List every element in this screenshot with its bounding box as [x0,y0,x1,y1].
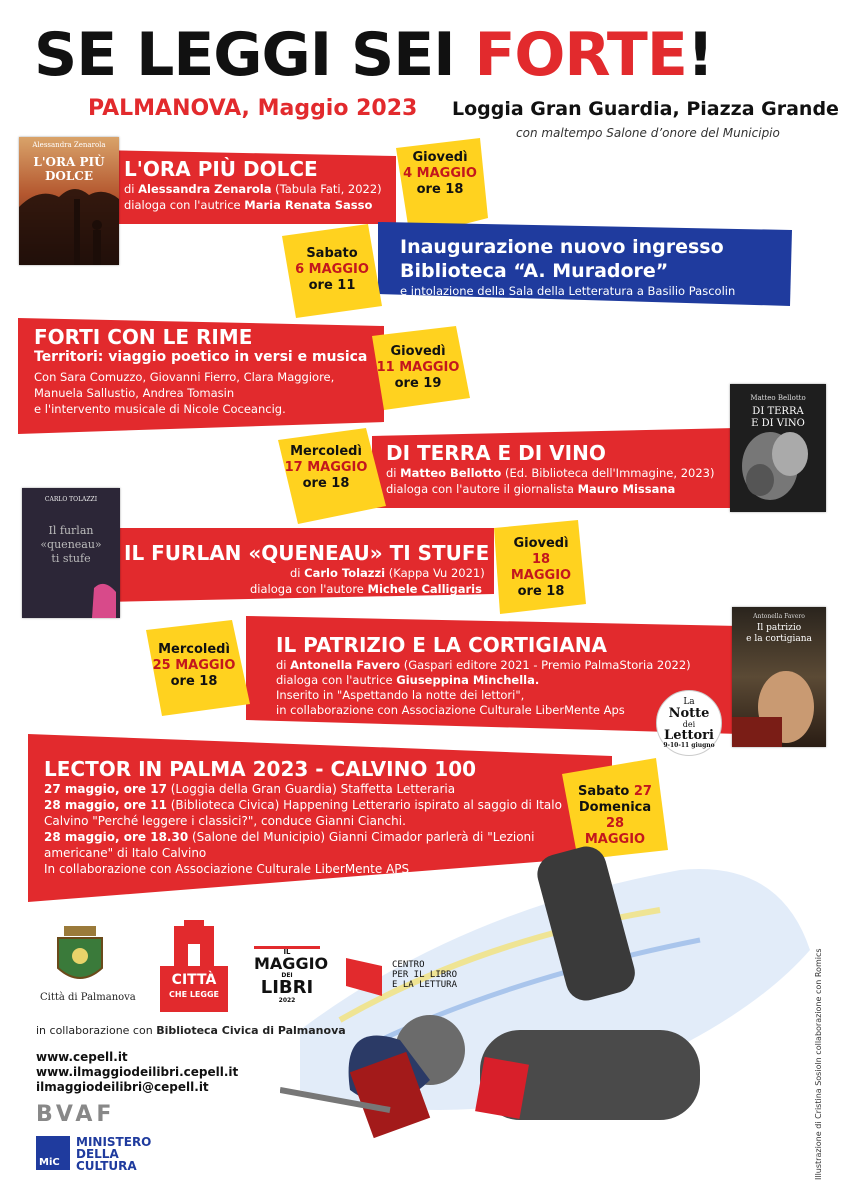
poster-title [34,20,824,90]
event-line: in collaborazione con Associazione Culturale LiberMente Aps [276,703,625,717]
event-title: L'ORA PIÙ DOLCE [124,157,318,181]
event-line: Con Sara Comuzzo, Giovanni Fierro, Clara Maggiore, [34,370,335,384]
ministero-cultura-logo: MiC MINISTERO DELLA CULTURA [36,1136,176,1176]
title-accent: FORTE [474,20,687,90]
event-dialogue-line: dialoga con l'autrice Maria Renata Sasso [124,198,373,212]
event-description: e intolazione della Sala della Letteratura a Basilio Pascolin [400,284,736,298]
book-cover-il-furlan-queneau: CARLO TOLAZZI Il furlan «queneau» ti stufe [22,488,120,618]
citta-che-legge-logo: CITTÀ CHE LEGGE [160,920,228,1012]
event-date: Giovedì 18 MAGGIO ore 18 [510,536,572,599]
event-title: LECTOR IN PALMA 2023 - CALVINO 100 [44,757,477,781]
cepell-link[interactable]: www.cepell.it [36,1050,128,1064]
event-author-line: di Carlo Tolazzi (Kappa Vu 2021) [290,566,485,580]
event-line: 28 maggio, ore 18.30 (Salone del Municipio) Gianni Cimador parlerà di "Lezioni [44,830,535,844]
event-author-line: di Antonella Favero (Gaspari editore 2021 - Premio PalmaStoria 2022) [276,658,691,672]
event-date: Mercoledì 17 MAGGIO ore 18 [284,444,368,491]
event-dialogue-line: dialoga con l'autore Michele Calligaris [250,582,482,596]
event-date: Sabato 27 Domenica 28 MAGGIO [578,784,652,847]
book-cover-di-terra-e-di-vino: Matteo Bellotto DI TERRA E DI VINO [730,384,826,512]
book-cover-patrizio: Antonella Favero Il patrizio e la cortigiana [732,607,826,747]
event-line: In collaborazione con Associazione Culturale LiberMente APS [44,862,410,876]
maggio-libri-link[interactable]: www.ilmaggiodeilibri.cepell.it [36,1065,239,1079]
city-date: PALMANOVA, Maggio 2023 [88,96,418,121]
knight-illustration [280,830,820,1180]
flag-icon [344,956,384,1000]
maggio-dei-libri-logo: IL MAGGIO DEI LIBRI 2022 [254,948,329,1004]
event-date: Giovedì 4 MAGGIO ore 18 [403,150,477,197]
event-title: IL FURLAN «QUENEAU» TI STUFE [124,541,490,565]
event-date: Sabato 6 MAGGIO ore 11 [295,246,369,293]
event-date: Giovedì 11 MAGGIO ore 19 [376,344,460,391]
notte-dei-lettori-badge: La Notte dei Lettori 9-10-11 giugno [656,690,722,756]
illustration-credit: Illustrazione di Cristina Sosioln collaborazione con Romics [814,948,823,1180]
event-line: Calvino "Perché leggere i classici?", conduce Gianni Cianchi. [44,814,406,828]
title-main: SE LEGGI SEI [34,20,475,90]
event-title: FORTI CON LE RIME [34,325,253,349]
event-line: americane" di Italo Calvino [44,846,207,860]
coat-of-arms-icon [48,926,112,990]
title-end: ! [686,20,714,90]
event-author-line: di Alessandra Zenarola (Tabula Fati, 2022) [124,182,382,196]
bvaf-logo: BVAF [36,1102,116,1127]
event-line: Inserito in "Aspettando la notte dei lettori", [276,688,525,702]
event-line: e l'intervento musicale di Nicole Coceancig. [34,402,286,416]
event-title-line2: Biblioteca “A. Muradore” [400,260,669,282]
palmanova-coat-of-arms: Città di Palmanova [48,926,112,1006]
event-forti-con-le-rime [0,316,842,436]
event-line: Manuela Sallustio, Andrea Tomasin [34,386,235,400]
venue: Loggia Gran Guardia, Piazza Grande [452,98,839,120]
bad-weather-note: con maltempo Salone d’onore del Municipio [516,126,780,140]
event-di-terra-e-di-vino [0,424,842,524]
event-title: DI TERRA E DI VINO [386,441,606,465]
email-link[interactable]: ilmaggiodeilibri@cepell.it [36,1080,209,1094]
event-dialogue-line: dialoga con l'autore il giornalista Mauro Missana [386,482,676,496]
event-line: 27 maggio, ore 17 (Loggia della Gran Guardia) Staffetta Letteraria [44,782,456,796]
event-title: IL PATRIZIO E LA CORTIGIANA [276,633,607,657]
book-cover-ora-piu-dolce: Alessandra Zenarola L'ORA PIÙ DOLCE [19,137,119,265]
woman-portrait-icon [22,488,120,618]
sculpture-photo-icon [730,384,826,512]
event-date: Mercoledì 25 MAGGIO ore 18 [152,642,236,689]
event-dialogue-line: dialoga con l'autrice Giuseppina Minchella. [276,673,540,687]
event-author-line: di Matteo Bellotto (Ed. Biblioteca dell'Immagine, 2023) [386,466,715,480]
building-icon [160,920,228,966]
centro-libro-lettura-logo: CENTRO PER IL LIBRO E LA LETTURA [344,956,484,1000]
event-inaugurazione [0,222,842,318]
event-il-furlan-queneau [0,520,842,620]
event-subtitle: Territori: viaggio poetico in versi e musica [34,349,368,365]
event-title-line1: Inaugurazione nuovo ingresso [400,236,724,258]
event-line: 28 maggio, ore 11 (Biblioteca Civica) Happening Letterario ispirato al saggio di Italo [44,798,562,812]
painting-figure-icon [732,607,826,747]
collaboration-note: in collaborazione con Biblioteca Civica di Palmanova [36,1024,346,1037]
